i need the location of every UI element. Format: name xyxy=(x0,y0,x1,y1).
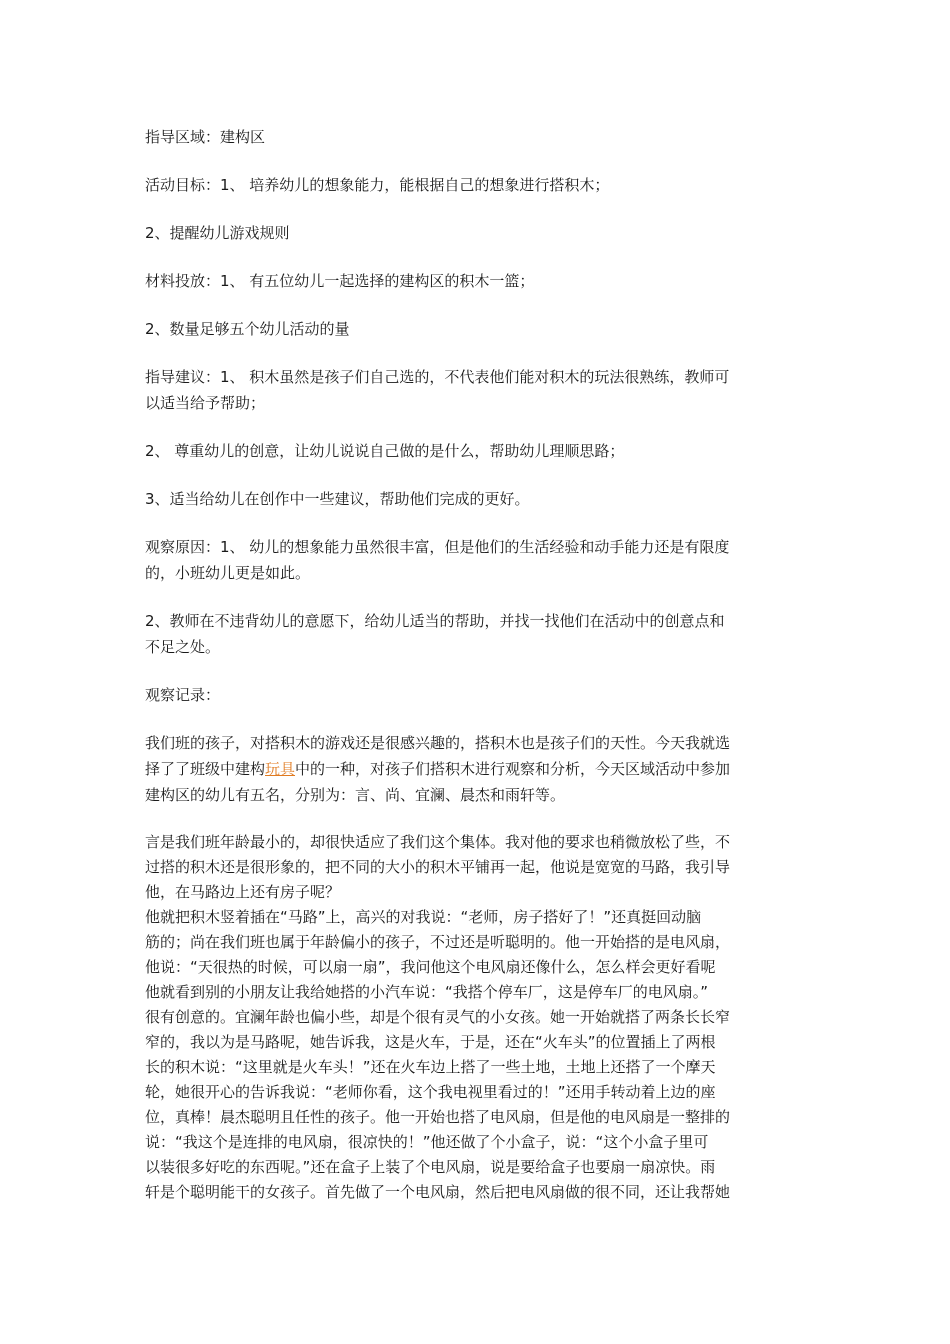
record-p2-line: 过搭的积木还是很形象的，把不同的大小的积木平铺再一起，他说是宽宽的马路，我引导 xyxy=(145,858,731,876)
record-p2-line: 以装很多好吃的东西呢。”还在盒子上装了个电风扇，说是要给盒子也要扇一扇凉快。雨 xyxy=(145,1158,716,1176)
record-p2-line: 言是我们班年龄最小的，却很快适应了我们这个集体。我对他的要求也稍微放松了些，不 xyxy=(145,833,731,851)
material-line-2: 2、数量足够五个幼儿活动的量 xyxy=(145,320,350,338)
record-p1-line-2-post: 中的一种，对孩子们搭积木进行观察和分析，今天区域活动中参加 xyxy=(295,760,731,778)
record-p2-line: 轮，她很开心的告诉我说：“老师你看，这个我电视里看过的！”还用手转动着上边的座 xyxy=(145,1083,716,1101)
reason-paragraph-2 xyxy=(145,608,815,660)
toy-link[interactable]: 玩具 xyxy=(265,760,296,778)
record-paragraph-1 xyxy=(145,730,815,808)
record-p2-line: 很有创意的。宜澜年龄也偏小些，却是个很有灵气的小女孩。她一开始就搭了两条长长窄 xyxy=(145,1008,731,1026)
reason-paragraph-1 xyxy=(145,534,815,586)
advice-1-line-a: 指导建议：1、 积木虽然是孩子们自己选的，不代表他们能对积木的玩法很熟练，教师可 xyxy=(145,368,730,386)
record-p1-line-2 xyxy=(145,756,815,782)
document-body xyxy=(145,124,815,1205)
reason-2-line-b: 不足之处。 xyxy=(145,638,221,656)
record-p1-line-2-pre: 择了了班级中建构 xyxy=(145,760,266,778)
record-p2-line: 说：“我这个是连排的电风扇，很凉快的！”他还做了个小盒子，说：“这个小盒子里可 xyxy=(145,1133,709,1151)
record-p2-line: 他，在马路边上还有房子呢？ xyxy=(145,883,341,901)
activity-goal-1: 活动目标：1、 培养幼儿的想象能力，能根据自己的想象进行搭积木； xyxy=(145,176,610,194)
record-p2-line: 他说：“天很热的时候，可以扇一扇”，我问他这个电风扇还像什么，怎么样会更好看呢 xyxy=(145,958,716,976)
record-p2-line: 他就看到别的小朋友让我给她搭的小汽车说：“我搭个停车厂，这是停车厂的电风扇。” xyxy=(145,983,709,1001)
record-p2-line: 长的积木说：“这里就是火车头！”还在火车边上搭了一些土地，土地上还搭了一个摩天 xyxy=(145,1058,716,1076)
record-paragraph-2 xyxy=(145,830,815,1205)
reason-1-line-a: 观察原因：1、 幼儿的想象能力虽然很丰富，但是他们的生活经验和动手能力还是有限度 xyxy=(145,538,730,556)
advice-line-2: 2、 尊重幼儿的创意，让幼儿说说自己做的是什么，帮助幼儿理顺思路； xyxy=(145,442,625,460)
activity-goal-2: 2、提醒幼儿游戏规则 xyxy=(145,224,290,242)
record-p2-line: 窄的，我以为是马路呢，她告诉我，这是火车，于是，还在“火车头”的位置插上了两根 xyxy=(145,1033,716,1051)
record-p2-line: 他就把积木竖着插在“马路”上，高兴的对我说：“老师，房子搭好了！”还真挺回动脑 xyxy=(145,908,702,926)
material-line-1: 材料投放：1、 有五位幼儿一起选择的建构区的积木一篮； xyxy=(145,272,535,290)
reason-1-line-b: 的，小班幼儿更是如此。 xyxy=(145,564,311,582)
advice-1-line-b: 以适当给予帮助； xyxy=(145,394,266,412)
record-p1-line-3: 建构区的幼儿有五名，分别为：言、尚、宜澜、晨杰和雨轩等。 xyxy=(145,786,566,804)
advice-paragraph-1 xyxy=(145,364,815,416)
record-p2-line: 筋的；尚在我们班也属于年龄偏小的孩子，不过还是听聪明的。他一开始搭的是电风扇， xyxy=(145,933,731,951)
record-heading: 观察记录： xyxy=(145,686,221,704)
record-p2-line: 轩是个聪明能干的女孩子。首先做了一个电风扇，然后把电风扇做的很不同，还让我帮她 xyxy=(145,1183,731,1201)
reason-2-line-a: 2、教师在不违背幼儿的意愿下，给幼儿适当的帮助，并找一找他们在活动中的创意点和 xyxy=(145,612,725,630)
advice-line-3: 3、适当给幼儿在创作中一些建议，帮助他们完成的更好。 xyxy=(145,490,530,508)
guide-region-line: 指导区域：建构区 xyxy=(145,128,266,146)
record-p1-line-1: 我们班的孩子，对搭积木的游戏还是很感兴趣的，搭积木也是孩子们的天性。今天我就选 xyxy=(145,734,731,752)
record-p2-line: 位，真棒！晨杰聪明且任性的孩子。他一开始也搭了电风扇，但是他的电风扇是一整排的 xyxy=(145,1108,731,1126)
